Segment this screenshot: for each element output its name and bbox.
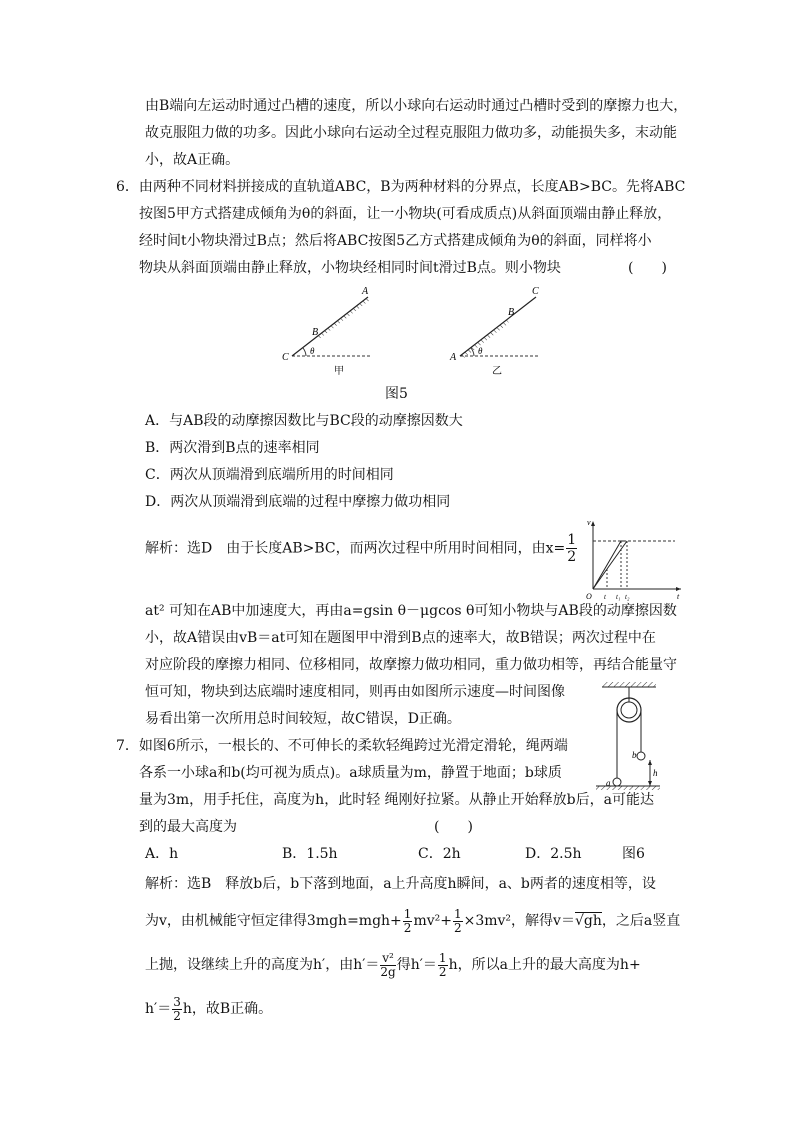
vt-axis-v: v <box>587 518 591 527</box>
figure-5-caption: 图5 <box>385 386 408 402</box>
q7-line-2: 各系一小球a和b(均可视为质点)。a球质量为m，静置于地面；b球质 <box>139 765 562 781</box>
caption-jia: 甲 <box>334 366 344 377</box>
q7-line-1: 7．如图6所示，一根长的、不可伸长的柔软轻绳跨过光滑定滑轮，绳两端 <box>116 738 568 754</box>
vt-graph <box>585 517 685 602</box>
q7-solution-2: 为v，由机械能守恒定律得3mgh=mgh+ $\frac{1}{2}$ mv²+ $\frac{1}{2}$ ×3mv²，解得v＝√gh，之后a竖直 <box>145 906 681 935</box>
q6-solution-4: 对应阶段的摩擦力相同、位移相同，故摩擦力做功相同，重力做功相等，再结合能量守 <box>145 657 677 673</box>
label-b-jia: B <box>312 327 319 338</box>
label-height-h: h <box>653 768 658 778</box>
prev-line-3: 小，故A正确。 <box>145 152 240 168</box>
q6-solution-2: at² 可知在AB中加速度大，再由a=gsin θ－μgcos θ可知小物块与AB段的动摩擦因数 <box>145 603 677 619</box>
label-a-yi: A <box>450 352 457 363</box>
vt-tick-t: t <box>604 593 606 601</box>
figure-6-pulley <box>592 680 664 790</box>
q6-option-d: D．两次从顶端滑到底端的过程中摩擦力做功相同 <box>145 494 451 510</box>
q6-solution-3: 小，故A错误由vB＝at可知在题图甲中滑到B点的速率大，故B错误；两次过程中在 <box>145 630 656 646</box>
label-a-jia: A <box>362 286 369 297</box>
incline-jia <box>282 286 370 377</box>
q6-option-b: B．两次滑到B点的速率相同 <box>145 440 320 456</box>
q7-option-a: A．h <box>145 846 179 862</box>
figure-6-caption: 图6 <box>622 846 645 862</box>
q6-line-2: 按图5甲方式搭建成倾角为θ的斜面，让一小物块(可看成质点)从斜面顶端由静止释放， <box>139 206 672 222</box>
vt-tick-t2: t₂ <box>625 593 630 601</box>
q7-option-d: D．2.5h <box>525 846 582 862</box>
label-c-jia: C <box>282 352 289 363</box>
vt-origin: O <box>586 592 592 601</box>
incline-yi <box>449 286 539 377</box>
q7-option-c: C．2h <box>418 846 461 862</box>
q7-answer-paren: ( ) <box>434 819 473 835</box>
q7-solution-4: h′＝ $\frac{3}{2}$ h，故B正确。 <box>145 994 273 1023</box>
prev-line-1: 由B端向左运动时通过凸槽的速度，所以小球向右运动时通过凸槽时受到的摩擦力也大， <box>145 98 688 114</box>
q7-solution-3: 上抛，设继续上升的高度为h′，由h′＝ $\frac{\text{v²}}{2g}$ 得h′＝ $\frac{1}{2}$ h，所以a上升的最大高度为h+ <box>145 950 641 979</box>
q6-option-a: A．与AB段的动摩擦因数比与BC段的动摩擦因数大 <box>145 413 463 429</box>
q6-solution-6: 易看出第一次所用总时间较短，故C错误，D正确。 <box>145 711 461 727</box>
vt-tick-t1: t₁ <box>616 593 621 601</box>
q6-solution-5: 恒可知，物块到达底端时速度相同，则再由如图所示速度—时间图像 <box>145 684 565 700</box>
label-theta-yi: θ <box>478 346 483 356</box>
label-b-yi: B <box>508 307 515 318</box>
q7-solution-1: 解析：选B 释放b后，b下落到地面，a上升高度h瞬间，a、b两者的速度相等，设 <box>145 876 656 892</box>
label-ball-b: b <box>632 750 637 760</box>
q6-line-1: 6．由两种不同材料拼接成的直轨道ABC，B为两种材料的分界点，长度AB>BC。先将ABC <box>116 179 686 195</box>
label-c-yi: C <box>532 286 539 297</box>
q6-solution-1: 解析：选D 由于长度AB>BC，而两次过程中所用时间相同，由x= $\frac{1}{2}$ <box>145 532 577 565</box>
label-theta-jia: θ <box>310 346 315 356</box>
figure-5 <box>270 282 550 382</box>
q6-option-c: C．两次从顶端滑到底端所用的时间相同 <box>145 467 394 483</box>
q6-answer-paren: ( ) <box>628 260 667 276</box>
q6-line-4: 物块从斜面顶端由静止释放，小物块经相同时间t滑过B点。则小物块 <box>139 260 561 276</box>
label-ball-a: a <box>606 778 611 788</box>
vt-axis-t: t <box>677 592 680 601</box>
prev-line-2: 故克服阻力做的功多。因此小球向右运动全过程克服阻力做功多，动能损失多，末动能 <box>145 125 677 141</box>
q6-line-3: 经时间t小物块滑过B点；然后将ABC按图5乙方式搭建成倾角为θ的斜面，同样将小 <box>139 233 652 249</box>
q7-line-3: 量为3m，用手托住，高度为h，此时轻 绳刚好拉紧。从静止开始释放b后，a可能达 <box>139 792 654 808</box>
q7-option-b: B．1.5h <box>282 846 338 862</box>
caption-yi: 乙 <box>492 366 502 377</box>
q7-line-4: 到的最大高度为 <box>139 819 237 835</box>
